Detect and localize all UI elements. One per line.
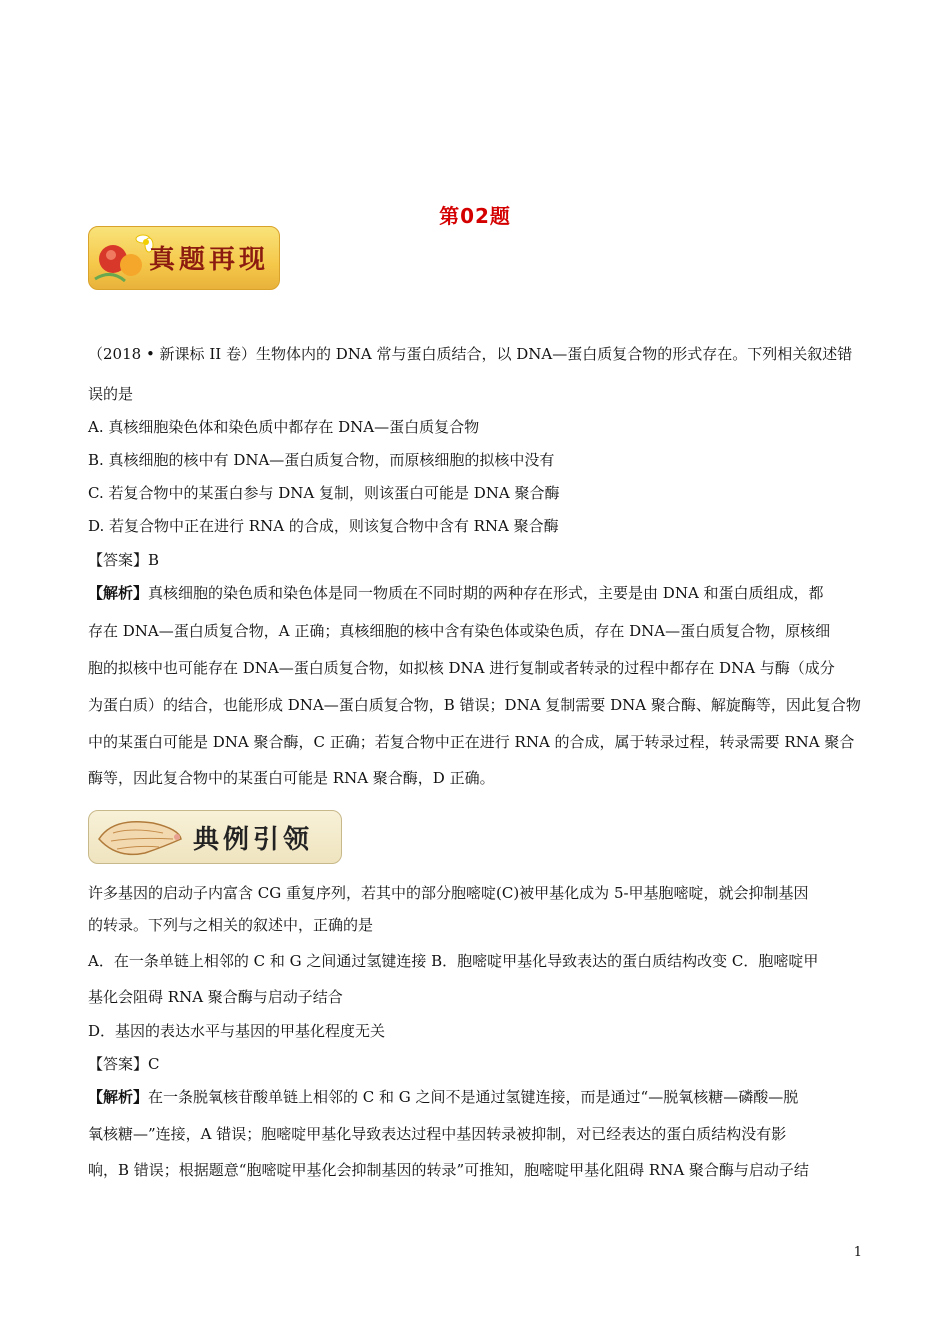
analysis-line: 酶等，因此复合物中的某蛋白可能是 RNA 聚合酶，D 正确。 — [88, 769, 495, 787]
analysis-line: 中的某蛋白可能是 DNA 聚合酶，C 正确；若复合物中正在进行 RNA 的合成，属于转录过程，转录需要 RNA 聚合 — [88, 733, 855, 751]
option-d: D. 若复合物中正在进行 RNA 的合成，则该复合物中含有 RNA 聚合酶 — [88, 517, 559, 535]
banner-title: 真题再现 — [149, 245, 270, 275]
analysis-text: 真核细胞的染色质和染色体是同一物质在不同时期的两种存在形式，主要是由 DNA 和蛋白质组成，都 — [148, 584, 824, 602]
answer-label: 【答案】 — [88, 551, 149, 569]
section-banner-dianli — [88, 810, 342, 864]
answer-value: B — [148, 551, 160, 569]
option-b: B. 真核细胞的核中有 DNA—蛋白质复合物，而原核细胞的拟核中没有 — [88, 451, 555, 469]
question-line: A．在一条单链上相邻的 C 和 G 之间通过氢键连接 B．胞嘧啶甲基化导致表达的蛋白质结构改变 C．胞嘧啶甲 — [88, 952, 819, 970]
seashell-icon — [93, 813, 185, 861]
question-line: 误的是 — [88, 385, 134, 403]
section-banner-zhenti — [88, 226, 280, 290]
answer — [88, 549, 864, 571]
question-line: 基化会阻碍 RNA 聚合酶与启动子结合 — [88, 988, 343, 1006]
analysis-label: 【解析】 — [88, 1088, 149, 1106]
banner-title: 典例引领 — [193, 825, 314, 855]
analysis-line: 胞的拟核中也可能存在 DNA—蛋白质复合物，如拟核 DNA 进行复制或者转录的过程中都存在 DNA 与酶（成分 — [88, 659, 835, 677]
answer — [88, 1053, 864, 1075]
analysis-line — [88, 582, 864, 604]
question-line: D．基因的表达水平与基因的甲基化程度无关 — [88, 1022, 386, 1040]
question-line: （2018 • 新课标 II 卷）生物体内的 DNA 常与蛋白质结合，以 DNA—蛋白质复合物的形式存在。下列相关叙述错 — [88, 345, 853, 363]
question-line: 许多基因的启动子内富含 CG 重复序列，若其中的部分胞嘧啶(C)被甲基化成为 5-甲基胞嘧啶，就会抑制基因 — [88, 884, 809, 902]
question-line: 的转录。下列与之相关的叙述中，正确的是 — [88, 916, 374, 934]
option-a: A. 真核细胞染色体和染色质中都存在 DNA—蛋白质复合物 — [88, 418, 480, 436]
answer-label: 【答案】 — [88, 1055, 149, 1073]
analysis-label: 【解析】 — [88, 584, 149, 602]
analysis-line: 为蛋白质）的结合，也能形成 DNA—蛋白质复合物，B 错误；DNA 复制需要 DNA 聚合酶、解旋酶等，因此复合物 — [88, 696, 861, 714]
option-c: C. 若复合物中的某蛋白参与 DNA 复制，则该蛋白可能是 DNA 聚合酶 — [88, 484, 560, 502]
analysis-text: 在一条脱氧核苷酸单链上相邻的 C 和 G 之间不是通过氢键连接，而是通过“—脱氧核糖—磷酸—脱 — [148, 1088, 799, 1106]
page-number: 1 — [853, 1245, 862, 1260]
page-title: 第02题 — [439, 204, 511, 228]
analysis-line: 存在 DNA—蛋白质复合物，A 正确；真核细胞的核中含有染色体或染色质，存在 DNA—蛋白质复合物，原核细 — [88, 622, 831, 640]
answer-value: C — [148, 1055, 160, 1073]
analysis-line: 氧核糖—”连接，A 错误；胞嘧啶甲基化导致表达过程中基因转录被抑制，对已经表达的蛋白质结构没有影 — [88, 1125, 787, 1143]
analysis-line — [88, 1086, 864, 1108]
analysis-line: 响，B 错误；根据题意“胞嘧啶甲基化会抑制基因的转录”可推知，胞嘧啶甲基化阻碍 RNA 聚合酶与启动子结 — [88, 1161, 809, 1179]
